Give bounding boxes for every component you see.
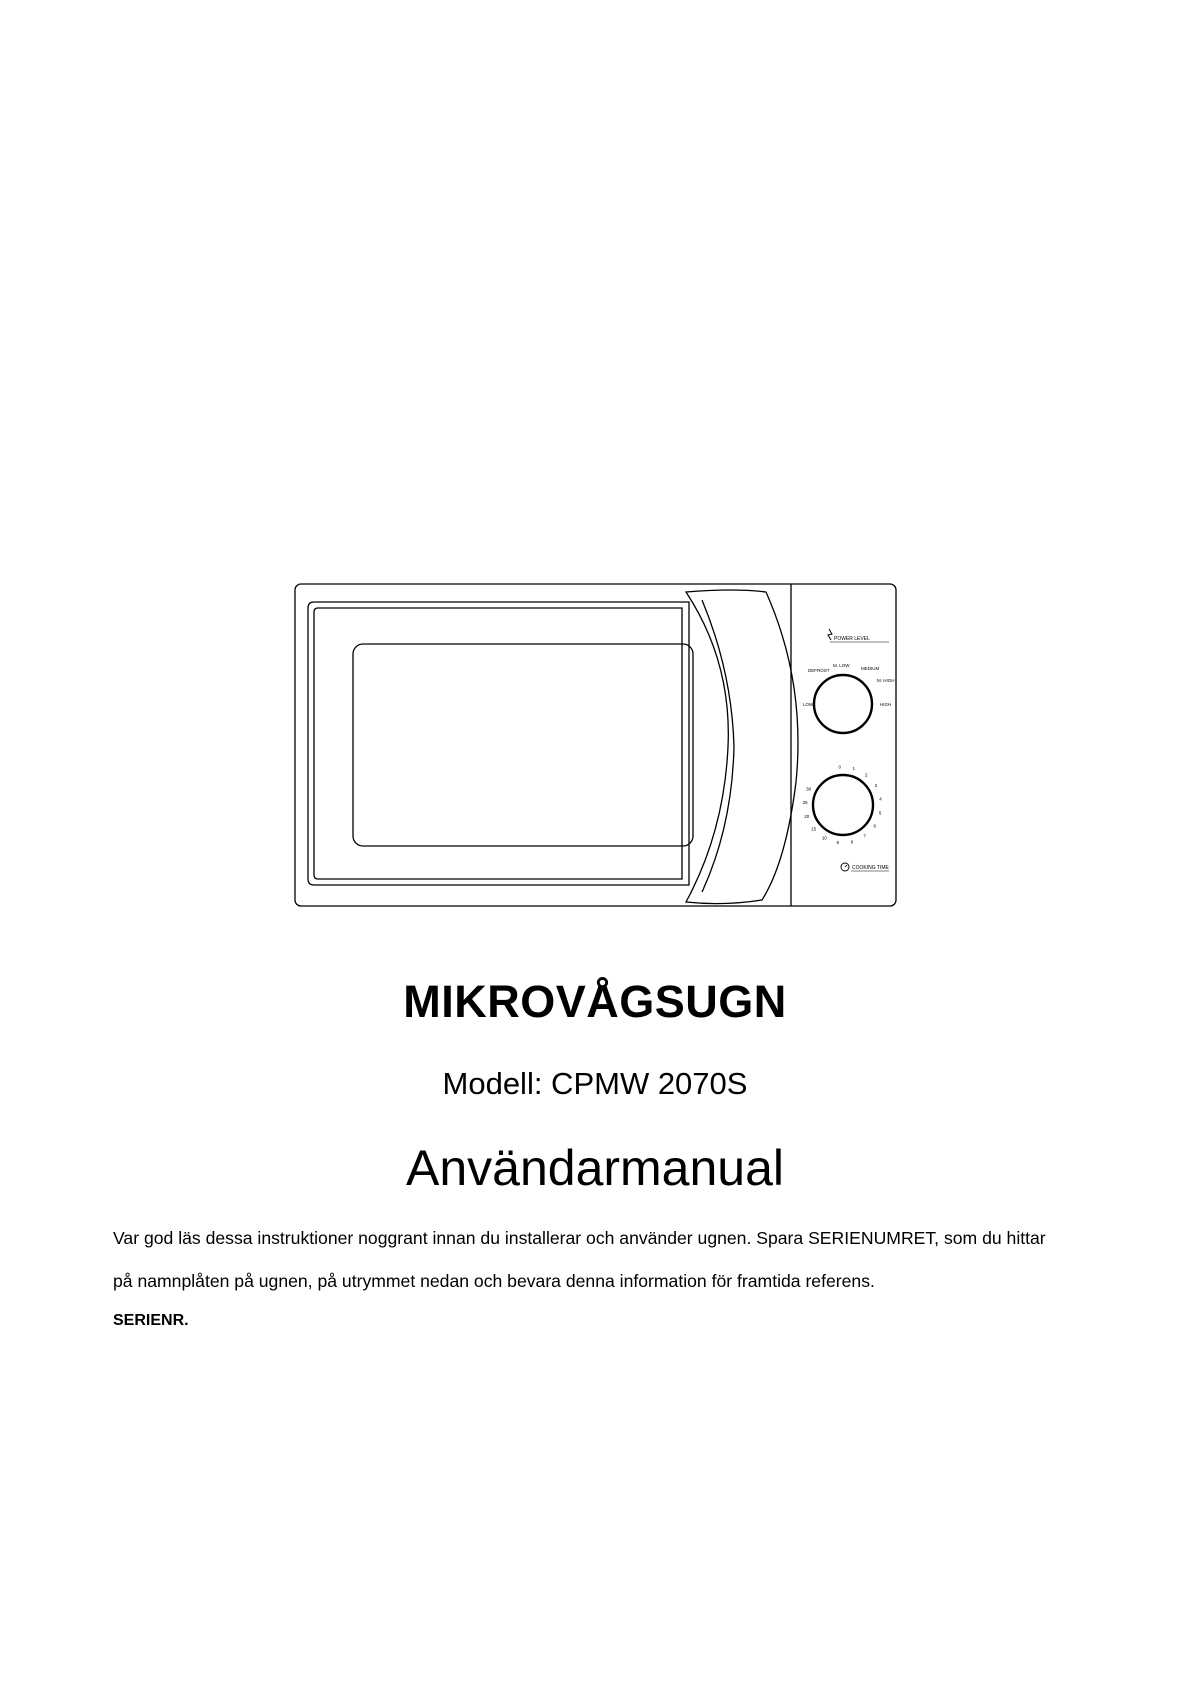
timer-marks bbox=[803, 765, 883, 846]
timer-mark-1: 1 bbox=[852, 766, 855, 772]
power-icon bbox=[828, 629, 832, 640]
door-handle bbox=[686, 590, 798, 904]
intro-text-line-2: på namnplåten på ugnen, på utrymmet nedan och bevara denna information för framtida referens. bbox=[113, 1271, 875, 1291]
timer-mark-25: 25 bbox=[802, 800, 808, 806]
power-label-m-high: M. HIGH bbox=[877, 678, 895, 683]
timer-mark-7: 7 bbox=[863, 833, 867, 839]
serial-number-label: SERIENR. bbox=[113, 1312, 189, 1329]
power-level-caption: POWER LEVEL bbox=[834, 636, 870, 642]
timer-mark-5: 5 bbox=[878, 810, 882, 816]
cooking-time-knob bbox=[803, 765, 890, 871]
timer-mark-9: 9 bbox=[836, 840, 840, 846]
timer-mark-8: 8 bbox=[850, 839, 854, 845]
power-label-high: HIGH bbox=[880, 702, 892, 707]
door-window bbox=[353, 644, 693, 846]
power-label-defrost: DEFROST bbox=[808, 668, 830, 673]
cooking-time-caption: COOKING TIME bbox=[852, 865, 889, 871]
timer-mark-10: 10 bbox=[821, 835, 827, 841]
power-label-m-low: M. LOW bbox=[833, 663, 850, 668]
timer-mark-6: 6 bbox=[873, 823, 876, 829]
timer-mark-30: 30 bbox=[806, 786, 812, 792]
timer-mark-20: 20 bbox=[804, 814, 810, 820]
intro-text-line-1: Var god läs dessa instruktioner noggrant innan du installerar och använder ugnen. Spara SERIENUMRET, som du hittar bbox=[113, 1228, 1046, 1248]
microwave-body bbox=[295, 584, 896, 906]
power-label-medium: MEDIUM bbox=[861, 666, 880, 671]
microwave-illustration bbox=[294, 582, 898, 908]
timer-mark-2: 2 bbox=[865, 772, 868, 778]
timer-mark-4: 4 bbox=[879, 796, 882, 802]
timer-mark-3: 3 bbox=[874, 783, 877, 789]
timer-mark-15: 15 bbox=[811, 826, 817, 832]
product-title: MIKROVÅGSUGN bbox=[403, 976, 787, 1027]
power-label-low: LOW bbox=[803, 702, 814, 707]
door-frame-inner bbox=[314, 608, 682, 879]
manual-title: Användarmanual bbox=[405, 1140, 785, 1196]
power-level-knob bbox=[803, 629, 895, 733]
model-number: Modell: CPMW 2070S bbox=[442, 1066, 748, 1101]
timer-mark-0: 0 bbox=[838, 764, 841, 770]
